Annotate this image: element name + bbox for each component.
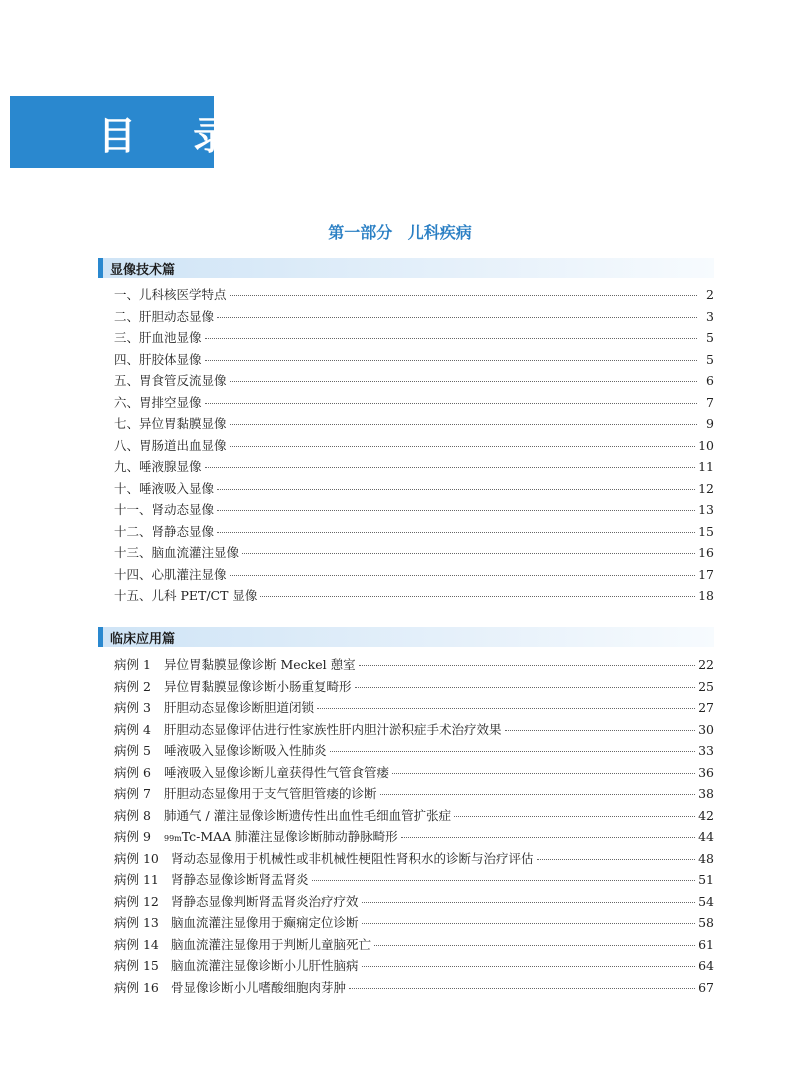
section-header-imaging [98,258,714,278]
toc-page-number: 22 [698,657,714,672]
toc-leader [454,815,695,817]
toc-page-number: 33 [698,743,714,758]
toc-leader [317,707,695,709]
toc-leader [330,750,696,752]
toc-page-number: 54 [698,893,714,909]
toc-leader [230,423,697,425]
toc-leader [205,466,696,468]
toc-entry[interactable] [114,350,714,372]
toc-leader [380,793,696,795]
toc-page-number: 64 [698,958,714,973]
toc-leader [217,488,695,490]
toc-entry[interactable] [114,978,714,1000]
toc-page-number: 18 [698,588,714,603]
toc-leader [230,445,696,447]
toc-title: 六、胃排空显像 [114,394,202,410]
toc-entry[interactable] [114,956,714,978]
toc-title: 十三、脑血流灌注显像 [114,545,240,560]
case-number: 病例 6 [114,764,151,780]
toc-entry[interactable] [114,763,714,785]
case-number: 病例 8 [114,807,151,823]
toc-leader [230,574,696,576]
toc-page-number: 36 [698,764,714,780]
case-number: 病例 11 [114,872,159,887]
toc-title: 肾静态显像判断肾盂肾炎治疗疗效 [171,893,359,909]
toc-title: 脑血流灌注显像诊断小儿肝性脑病 [171,958,359,973]
case-number: 病例 3 [114,700,151,715]
toc-page-number: 10 [698,437,714,453]
toc-page-number: 5 [706,351,714,367]
case-number: 病例 9 [114,829,151,844]
toc-entry[interactable] [114,698,714,720]
toc-page-number: 30 [698,721,714,737]
toc-entry[interactable] [114,806,714,828]
toc-page-number: 42 [698,807,714,823]
toc-leader [260,595,695,597]
toc-entry[interactable] [114,784,714,806]
case-number: 病例 16 [114,979,159,995]
toc-title: 十一、肾动态显像 [114,502,215,517]
toc-page-number: 7 [706,394,714,410]
toc-leader [401,836,695,838]
toc-page-number: 16 [698,545,714,560]
toc-entry[interactable] [114,935,714,957]
toc-entry[interactable] [114,307,714,329]
toc-title: 八、胃肠道出血显像 [114,437,227,453]
toc-page-number: 3 [706,308,714,324]
toc-page-number: 5 [706,330,714,345]
section-accent-bar [98,258,103,278]
toc-leader [362,922,696,924]
toc-title: 肾动态显像用于机械性或非机械性梗阻性肾积水的诊断与治疗评估 [171,850,534,866]
toc-entry[interactable] [114,565,714,587]
toc-page-number: 48 [698,850,714,866]
toc-leader [392,772,695,774]
case-number: 病例 15 [114,958,159,973]
toc-title: 五、胃食管反流显像 [114,373,227,388]
toc-title: 九、唾液腺显像 [114,459,202,474]
toc-leader [230,380,697,382]
toc-list-clinical [114,655,714,999]
toc-leader [312,879,696,881]
toc-entry[interactable] [114,414,714,436]
toc-title: 骨显像诊断小儿嗜酸细胞肉芽肿 [171,979,347,995]
toc-entry[interactable] [114,913,714,935]
section-label: 临床应用篇 [110,631,176,647]
isotope-superscript: 99m [164,834,182,843]
case-number: 病例 12 [114,893,159,909]
page-title: 目 录 [98,113,254,158]
toc-entry[interactable] [114,479,714,501]
toc-entry[interactable] [114,849,714,871]
case-number: 病例 4 [114,721,151,737]
toc-entry[interactable] [114,677,714,699]
toc-leader [355,686,696,688]
toc-entry[interactable] [114,500,714,522]
toc-leader [230,294,697,296]
part-title: 第一部分 儿科疾病 [328,223,472,242]
toc-title: 异位胃黏膜显像诊断小肠重复畸形 [164,678,352,694]
toc-page-number: 61 [698,936,714,952]
toc-page-number: 15 [698,523,714,539]
toc-entry[interactable] [114,522,714,544]
toc-page-number: 9 [706,416,714,431]
toc-page-number: 58 [698,915,714,930]
toc-entry[interactable] [114,457,714,479]
case-number: 病例 7 [114,786,151,801]
toc-page-number: 51 [698,872,714,887]
section-label: 显像技术篇 [110,262,176,278]
toc-leader [349,987,695,989]
toc-leader [374,944,695,946]
toc-title: 七、异位胃黏膜显像 [114,416,227,431]
toc-leader [217,509,695,511]
toc-title: 肝胆动态显像用于支气管胆管瘘的诊断 [164,786,377,801]
toc-leader [359,664,695,666]
toc-title: 十、唾液吸入显像 [114,480,215,496]
case-number: 病例 14 [114,936,159,952]
toc-entry[interactable] [114,586,714,608]
toc-page-number: 2 [706,287,714,302]
toc-page-number: 25 [698,678,714,694]
section-accent-bar [98,627,103,647]
toc-entry[interactable] [114,436,714,458]
toc-title: 二、肝胆动态显像 [114,308,215,324]
toc-entry[interactable] [114,393,714,415]
toc-leader [362,901,696,903]
toc-title: 一、儿科核医学特点 [114,287,227,302]
toc-page-number: 13 [698,502,714,517]
toc-page-number: 44 [698,829,714,844]
section-header-clinical [98,627,714,647]
toc-page-number: 38 [698,786,714,801]
toc-page-number: 6 [706,373,714,388]
toc-title: 肝胆动态显像评估进行性家族性肝内胆汁淤积症手术治疗效果 [164,721,502,737]
toc-leader [505,729,696,731]
case-number: 病例 13 [114,915,159,930]
toc-leader [362,965,696,967]
toc-page-number: 11 [698,459,714,474]
toc-leader [242,552,695,554]
toc-title: 三、肝血池显像 [114,330,202,345]
toc-entry[interactable] [114,371,714,393]
toc-page-number: 67 [698,979,714,995]
toc-title: 十二、肾静态显像 [114,523,215,539]
toc-entry[interactable] [114,870,714,892]
toc-title: 十五、儿科 PET/CT 显像 [114,588,258,603]
toc-entry[interactable] [114,328,714,350]
toc-entry[interactable] [114,892,714,914]
toc-title: 肺通气 / 灌注显像诊断遗传性出血性毛细血管扩张症 [164,807,452,823]
toc-title: 异位胃黏膜显像诊断 Meckel 憩室 [164,657,356,672]
toc-page-number: 17 [698,566,714,582]
toc-title: Tc-MAA 肺灌注显像诊断肺动静脉畸形 [181,829,398,844]
toc-entry[interactable] [114,827,714,849]
case-number: 病例 1 [114,657,151,672]
toc-entry[interactable] [114,741,714,763]
toc-leader [217,531,695,533]
toc-title: 十四、心肌灌注显像 [114,566,227,582]
toc-title: 唾液吸入显像诊断儿童获得性气管食管瘘 [164,764,390,780]
toc-leader [205,337,697,339]
toc-title: 四、肝胶体显像 [114,351,202,367]
toc-title: 肝胆动态显像诊断胆道闭锁 [164,700,315,715]
toc-entry[interactable] [114,720,714,742]
case-number: 病例 5 [114,743,151,758]
toc-page-number: 12 [698,480,714,496]
toc-leader [205,359,697,361]
toc-leader [205,402,697,404]
case-number: 病例 2 [114,678,151,694]
toc-title: 脑血流灌注显像用于癫痫定位诊断 [171,915,359,930]
page-title-block [10,96,254,168]
toc-leader [217,316,697,318]
toc-page-number: 27 [698,700,714,715]
toc-entry[interactable] [114,655,714,677]
toc-title: 脑血流灌注显像用于判断儿童脑死亡 [171,936,372,952]
toc-title: 唾液吸入显像诊断吸入性肺炎 [164,743,327,758]
case-number: 病例 10 [114,850,159,866]
toc-leader [537,858,696,860]
toc-title: 肾静态显像诊断肾盂肾炎 [171,872,309,887]
toc-entry[interactable] [114,285,714,307]
toc-entry[interactable] [114,543,714,565]
toc-list-imaging [114,285,714,608]
